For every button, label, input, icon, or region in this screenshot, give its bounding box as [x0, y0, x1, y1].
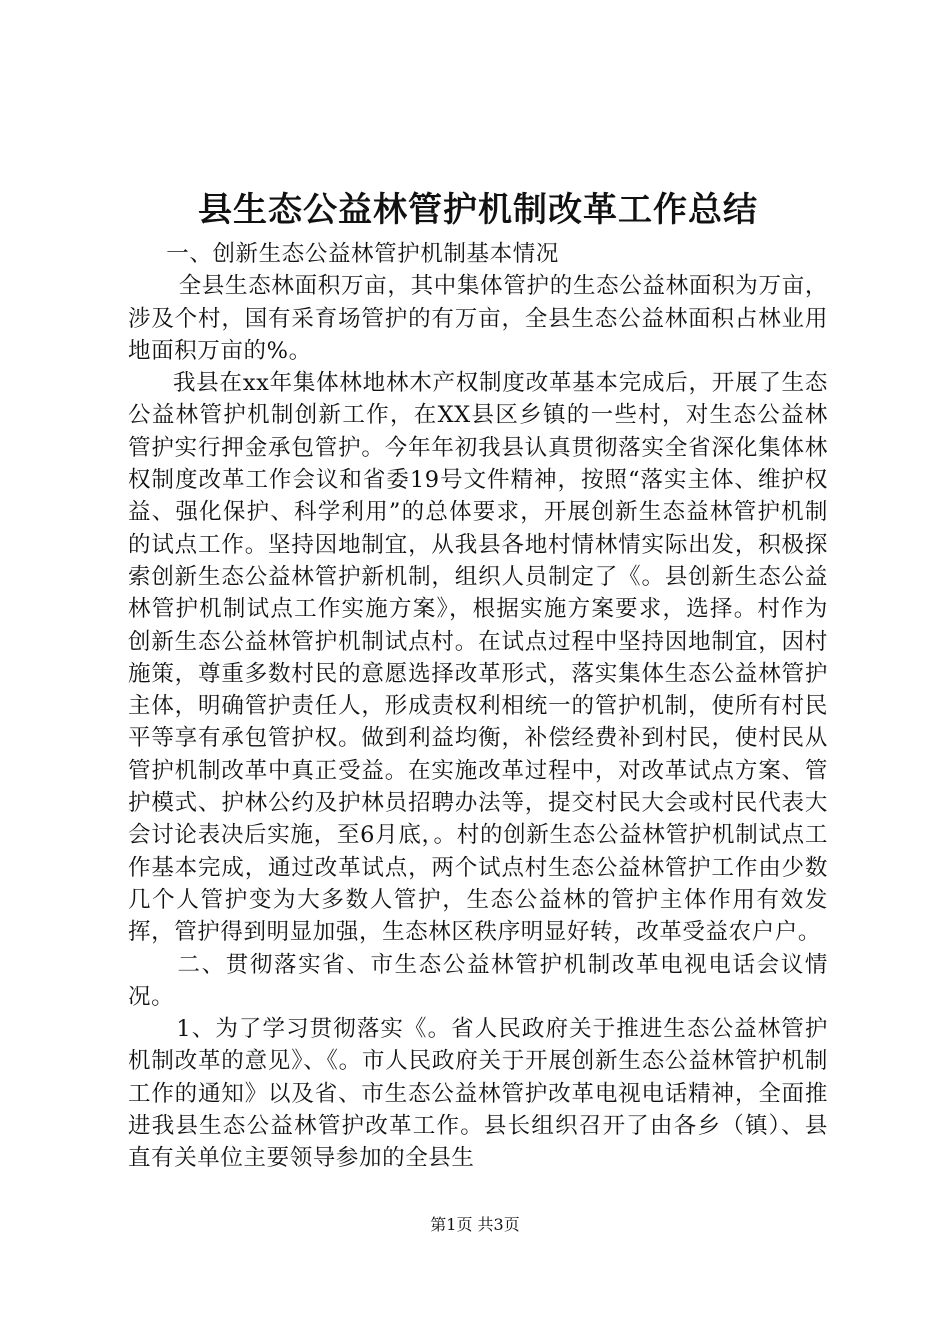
paragraph-overview: 全县生态林面积万亩，其中集体管护的生态公益林面积为万亩，涉及个村，国有采育场管护的有万亩，全县生态公益林面积占林业用地面积万亩的%。: [128, 273, 828, 364]
page-footer: 第1页 共3页: [430, 1215, 520, 1234]
document-title: 县生态公益林管护机制改革工作总结: [198, 190, 758, 230]
paragraph-item-1: 1、为了学习贯彻落实《。省人民政府关于推进生态公益林管护机制改革的意见》、《。市人民政府关于开展创新生态公益林管护机制工作的通知》以及省、市生态公益林管护改革电视电话精神，全面推进我县生态公益林管护改革工作。县长组织召开了由各乡（镇）、县直有关单位主要领导参加的全县生: [128, 1016, 828, 1172]
section-heading-2: 二、贯彻落实省、市生态公益林管护机制改革电视电话会议情况。: [128, 951, 828, 1010]
document-page: [128, 186, 828, 1175]
section-heading-1: 一、创新生态公益林管护机制基本情况: [166, 241, 559, 267]
paragraph-pilot-work: 我县在xx年集体林地林木产权制度改革基本完成后，开展了生态公益林管护机制创新工作，在XX县区乡镇的一些村，对生态公益林管护实行押金承包管护。今年年初我县认真贯彻落实全省深化集体林权制度改革工作会议和省委19号文件精神，按照“落实主体、维护权益、强化保护、科学利用”的总体要求，开展创新生态益林管护机制的试点工作。坚持因地制宜，从我县各地村情林情实际出发，积极探索创新生态公益林管护新机制，组织人员制定了《。县创新生态公益林管护机制试点工作实施方案》，根据实施方案要求，选择。村作为创新生态公益林管护机制试点村。在试点过程中坚持因地制宜，因村施策，尊重多数村民的意愿选择改革形式，落实集体生态公益林管护主体，明确管护责任人，形成责权利相统一的管护机制，使所有村民平等享有承包管护权。做到利益均衡，补偿经费补到村民，使村民从管护机制改革中真正受益。在实施改革过程中，对改革试点方案、管护模式、护林公约及护林员招聘办法等，提交村民大会或村民代表大会讨论表决后实施，至6月底，。村的创新生态公益林管护机制试点工作基本完成，通过改革试点，两个试点村生态公益林管护工作由少数几个人管护变为大多数人管护，生态公益林的管护主体作用有效发挥，管护得到明显加强，生态林区秩序明显好转，改革受益农户户。: [128, 370, 828, 946]
